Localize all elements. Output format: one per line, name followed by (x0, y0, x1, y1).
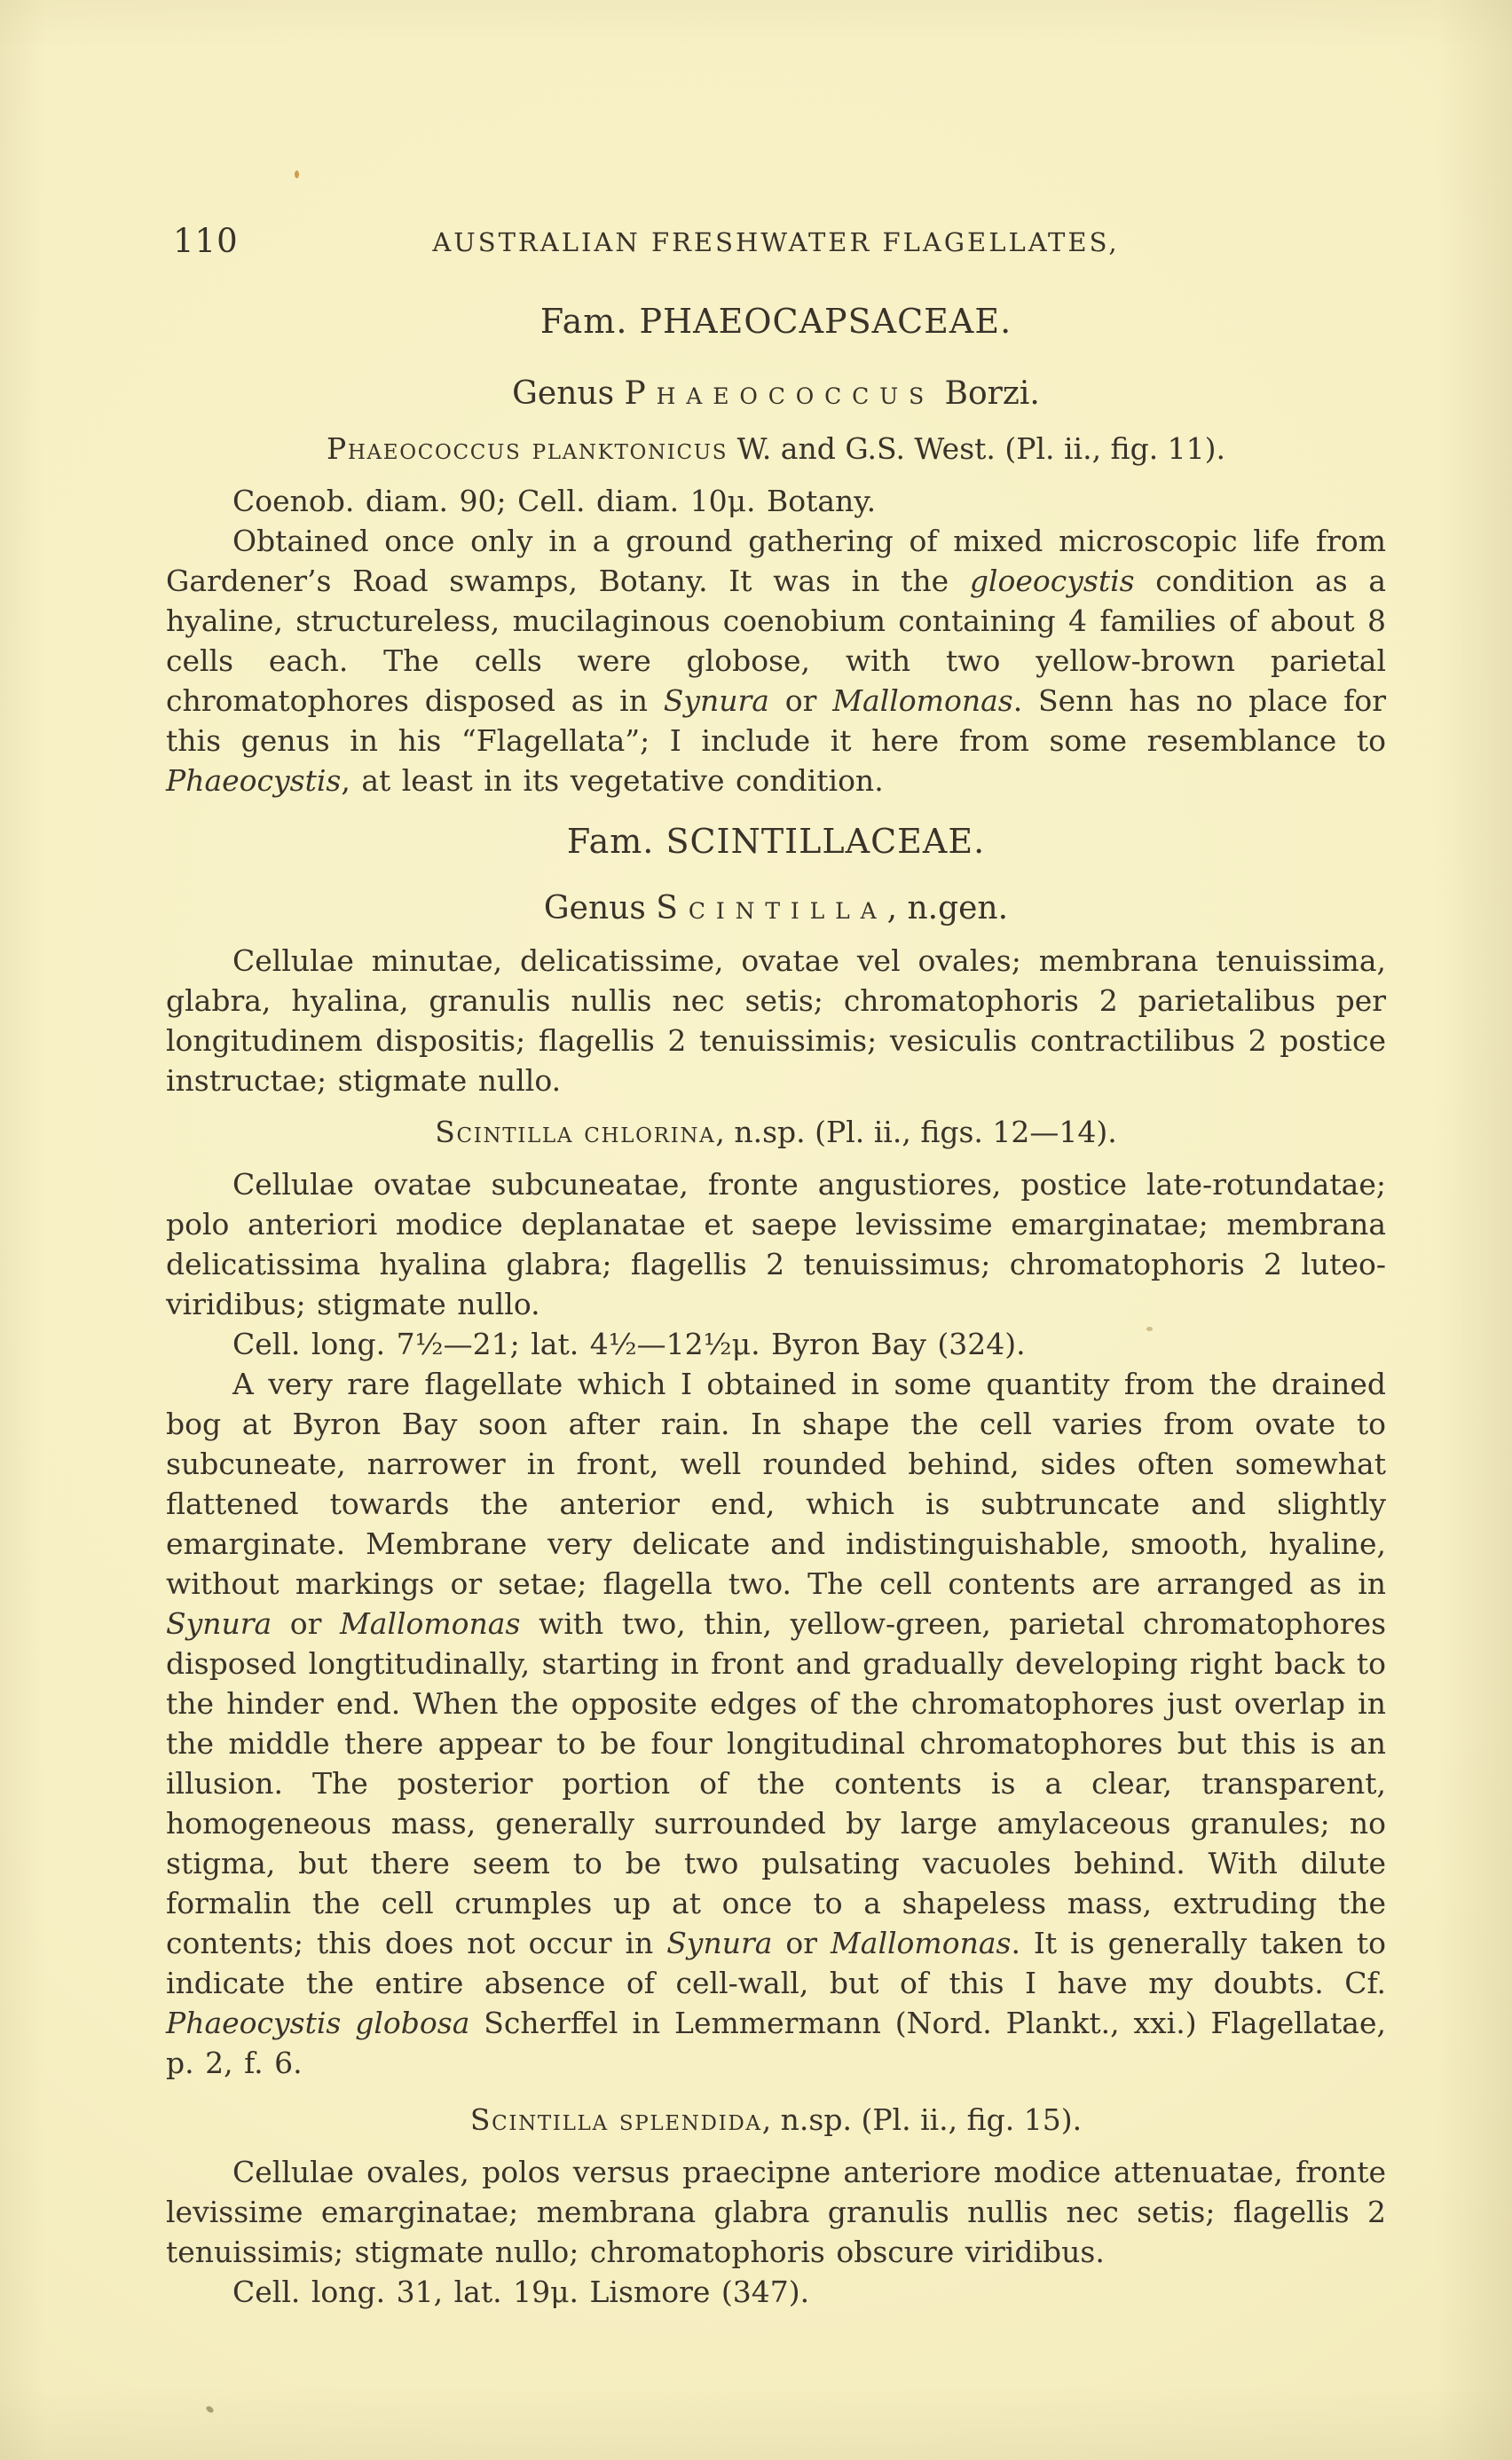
page-header (166, 220, 1386, 264)
latin-description-3: Cellulae ovales, polos versus praecipne anteriore modice attenuatae, fronte levissime emarginatae; membrana glabra granulis nullis nec setis; flagellis 2 tenuissimis; stigmate nullo; chromatophoris obscure viridibus. (166, 2155, 1386, 2269)
paper-speck (295, 170, 299, 178)
running-title: AUSTRALIAN FRESHWATER FLAGELLATES, (432, 227, 1120, 257)
narrative-paragraph: A very rare flagellate which I obtained in some quantity from the drained bog at Byron Bay soon after rain. In shape the cell varies from ovate to subcuneate, narrower in front, well rounded behind, sides often somewhat flattened towards the anterior end, which is subtruncate and slightly emarginate. Membrane very delicate and indistinguishable, smooth, hyaline, without markings or setae; flagella two. The cell contents are arranged as in Synura or Mallomonas with two, thin, yellow-green, parietal chromatophores disposed longtitudinally, starting in front and gradually developing right back to the hinder end. When the opposite edges of the chromatophores just overlap in the middle there appear to be four longitudinal chromatophores but this is an illusion. The posterior portion of the contents is a clear, transparent, homogeneous mass, generally surrounded by large amylaceous granules; no stigma, but there seem to be two pulsating vacuoles behind. With dilute formalin the cell crumples up at once to a shapeless mass, extruding the contents; this does not occur in Synura or Mallomonas. It is generally taken to indicate the entire absence of cell-wall, but of this I have my doubts. Cf. Phaeocystis globosa Scherffel in Lemmermann (Nord. Plankt., xxi.) Flagellatae, p. 2, f. 6. (166, 1367, 1386, 2080)
family-heading-scintillaceae: Fam. SCINTILLACEAE. (566, 822, 986, 861)
obtained-paragraph: Obtained once only in a ground gathering of mixed microscopic life from Gardener’s Road swamps, Botany. It was in the gloeocystis condition as a hyaline, structureless, mucilaginous coenobium containing 4 families of about 8 cells each. The cells were globose, with two yellow-brown parietal chromatophores disposed as in Synura or Mallomonas. Senn has no place for this genus in his “Flagellata”; I include it here from some resemblance to Phaeocystis, at least in its vegetative condition. (166, 524, 1387, 798)
species-heading-phaeococcus-planktonicus: Phaeococcus planktonicus W. and G.S. West. (Pl. ii., fig. 11). (326, 431, 1226, 466)
family-heading-phaeocapsaceae: Fam. PHAEOCAPSACEAE. (539, 302, 1012, 341)
species-heading-scintilla-splendida: Scintilla splendida, n.sp. (Pl. ii., fig. 15). (469, 2102, 1083, 2137)
measurements-line-1: Coenob. diam. 90; Cell. diam. 10μ. Botany. (232, 484, 877, 518)
measurements-line-2: Cell. long. 7½—21; lat. 4½—12½μ. Byron Bay (324). (232, 1327, 1026, 1361)
genus-heading-phaeococcus: Genus Phaeococcus Borzi. (512, 375, 1040, 412)
latin-description-2: Cellulae ovatae subcuneatae, fronte angustiores, postice late-rotundatae; polo anteriori modice deplanatae et saepe levissime emarginatae; membrana delicatissima hyalina glabra; flagellis 2 tenuissimus; chromatophoris 2 luteo-viridibus; stigmate nullo. (166, 1167, 1386, 1321)
species-heading-scintilla-chlorina: Scintilla chlorina, n.sp. (Pl. ii., figs. 12—14). (435, 1115, 1117, 1149)
text-column (166, 220, 1386, 2312)
page-number: 110 (173, 222, 239, 260)
genus-heading-scintilla: Genus Scintilla, n.gen. (543, 890, 1009, 926)
latin-description-1: Cellulae minutae, delicatissime, ovatae vel ovales; membrana tenuissima, glabra, hyalina, granulis nullis nec setis; chromatophoris 2 parietalibus per longitudinem dispositis; flagellis 2 tenuissimis; vesiculis contractilibus 2 postice instructae; stigmate nullo. (166, 943, 1386, 1098)
measurements-line-3: Cell. long. 31, lat. 19μ. Lismore (347). (232, 2275, 810, 2309)
paper-speck (205, 2405, 215, 2414)
